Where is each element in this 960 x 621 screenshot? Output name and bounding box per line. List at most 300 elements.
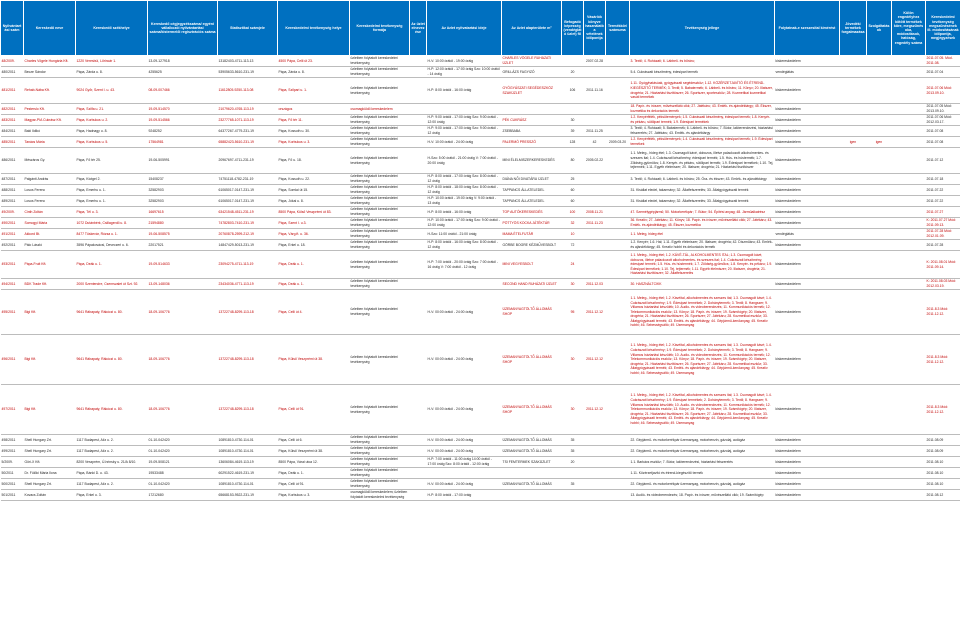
cell-services xyxy=(892,446,926,457)
cell-services xyxy=(892,335,926,385)
cell-trade-form: üzletben folytatott kereskedelmi tevékenység xyxy=(350,290,410,335)
cell-trade-location: 8500 Pápa, Várai utca 12. xyxy=(278,457,350,468)
cell-floor-area: 30 xyxy=(562,385,584,435)
cell-complaint-book-date xyxy=(606,490,630,501)
cell-capacity xyxy=(584,435,606,446)
cell-product-range: 3. Textil; 4. Ruházati; 5. Babatermék; 6. Lábbeli- és bőráru; 7. Bútor, lakberendezési, háztartási felszerelés; 27. Játékáru; 43. Emlék- és ajándéktárgy xyxy=(630,126,773,135)
cell-registration-number: 497/2011 xyxy=(1,385,24,435)
cell-trade-form: üzletben folytatott kereskedelmi tevékenység xyxy=(350,435,410,446)
table-row xyxy=(1,115,960,126)
cell-trade-form: üzletben folytatott kereskedelmi tevékenység xyxy=(350,56,410,67)
cell-services xyxy=(892,196,926,207)
cell-registration-number: 486/2011 xyxy=(1,148,24,174)
cell-termination-date: 2011.07.22 xyxy=(926,185,960,196)
cell-registration-number: 492/2011 xyxy=(1,240,24,251)
cell-services xyxy=(892,218,926,229)
cell-floor-area xyxy=(562,56,584,67)
cell-statistical-code: 23434036-4771-113-19 xyxy=(218,279,278,290)
cell-alcohol xyxy=(840,174,867,185)
table-row xyxy=(1,229,960,240)
cell-capacity xyxy=(584,479,606,490)
cell-opening-hours: H-V: 00:00 órától - 24:00 óráig xyxy=(427,385,502,435)
cell-statistical-code: 23094275-4711-113-19 xyxy=(218,251,278,279)
col-header-company-registry: Kereskedő cégjegyzékszáma/ egyéni vállalkozói nyilvántartási száma/kistermelői regisztrációs száma xyxy=(148,1,218,56)
cell-excise-goods xyxy=(867,435,892,446)
cell-shop-name xyxy=(410,479,427,490)
cell-activity-type: vendéglátás xyxy=(775,67,840,78)
cell-services xyxy=(892,185,926,196)
cell-company-registry: 16697615 xyxy=(148,207,218,218)
cell-opening-hours: H-P: 10:00 órától - 19:00 óráig V: 9:00 órától - 13 óráig xyxy=(427,196,502,207)
cell-capacity xyxy=(584,490,606,501)
cell-company-registry: 17212680 xyxy=(148,490,218,501)
cell-shop-name xyxy=(410,279,427,290)
cell-trade-form: üzletben folytatott kereskedelmi tevékenység xyxy=(350,229,410,240)
cell-registration-number: 485/2011 xyxy=(1,137,24,148)
cell-registration-number: 500/2011 xyxy=(1,479,24,490)
cell-opening-hours: H-P: 8:00 órától - 16:00 óráig xyxy=(427,207,502,218)
cell-trader-seat: 8477 Tüskevár, Rózsa u. 1. xyxy=(76,229,148,240)
cell-activity-type: kiskereskedelem xyxy=(775,335,840,385)
cell-opening-hours xyxy=(427,468,502,479)
cell-opening-hours: H-Szo: 11:00 órától - 21:00 óráig xyxy=(427,229,502,240)
cell-registration-number: 487/2011 xyxy=(1,174,24,185)
cell-services xyxy=(892,468,926,479)
cell-floor-area: 25 xyxy=(562,174,584,185)
cell-product-range: 36. Kreatív; 27. Játékáru; 11. Könyv; 18. Papír- és írószer, művészellátó cikk; 27. Játékáru; 43. Emlék- és ajándéktárgy; 45. Ékszer, kozmetika xyxy=(630,218,775,229)
cell-alcohol xyxy=(840,251,867,279)
cell-company-registry: 19-09-514633 xyxy=(148,251,218,279)
cell-statistical-code: 65668153-9522-231-19 xyxy=(218,490,278,501)
cell-termination-date: 2011.07.22 xyxy=(926,196,960,207)
cell-trader-name: Shell Hungary Zrt. xyxy=(24,435,76,446)
cell-trade-location: Pápa, Korbukus u. 3. xyxy=(278,490,350,501)
cell-registration-number: 5/2009. xyxy=(1,457,24,468)
cell-capacity xyxy=(584,251,606,279)
cell-trade-location: 4500 Pápa, Celli út 23. xyxy=(278,56,350,67)
cell-trade-location: Pápa, Várg.ft. u. 36. xyxy=(278,229,350,240)
cell-capacity: 2011.12.12 xyxy=(584,385,606,435)
cell-activity-type: kiskereskedelem xyxy=(775,185,840,196)
cell-trader-seat: Pápa, Korbukus u. 2. xyxy=(76,115,148,126)
cell-trader-seat: Pápa, Deák u. 1. xyxy=(76,251,148,279)
cell-trader-seat: Pápa, Fő tér 25. xyxy=(76,148,148,174)
cell-services xyxy=(892,279,926,290)
cell-statistical-code: 20967697-4711-231-19 xyxy=(218,148,278,174)
cell-registration-number: 501/2011 xyxy=(1,490,24,501)
cell-floor-area: 72 xyxy=(562,240,584,251)
cell-registration-number: 491/2011 xyxy=(1,229,24,240)
table-row xyxy=(1,335,960,385)
cell-shop-name xyxy=(410,251,427,279)
cell-shop-name-2: GRILLÁZS FAGYIZÓ xyxy=(502,67,562,78)
cell-capacity: 2011.11.16 xyxy=(584,78,606,104)
cell-company-registry: 17564981 xyxy=(148,137,218,148)
cell-termination-date: 2011.08.10 xyxy=(926,468,960,479)
cell-registration-number: 481/2011 xyxy=(1,78,24,104)
cell-registration-number: 489/2011 xyxy=(1,196,24,207)
cell-shop-name-2: ÜZEMANYAGTÖLTŐ ÁLLOMÁS SHOP xyxy=(502,335,562,385)
cell-registration-number: 484/2011 xyxy=(1,126,24,137)
cell-activity-type: kiskereskedelem xyxy=(775,435,840,446)
cell-excise-goods xyxy=(867,335,892,385)
cell-trade-location: Pápa, Celli út 91. xyxy=(278,385,350,435)
cell-product-range: 1.2. Kenyérfélék, péksütemények; 1.5. Cukrászati készítmény, édesipari termék; 1.8. Kenyér- és pékáru, sütőipari termék; 1.9. Édesipari termékek xyxy=(630,115,775,126)
cell-shop-name xyxy=(410,115,427,126)
cell-company-registry: 18-09-106776 xyxy=(148,335,218,385)
cell-opening-hours: H-V: 00:00 órától - 24:00 óráig xyxy=(427,335,502,385)
cell-activity-type: kiskereskedelem xyxy=(775,148,840,174)
cell-trader-seat: 9641 Rábapaty, Rákóczi u. 80. xyxy=(76,290,148,335)
cell-shop-name-2: PÉK CUKRÁSZ xyxy=(502,115,562,126)
col-header-activity-type: Folytatnak-e szeszesital kimérést xyxy=(775,1,840,56)
cell-termination-date: 2011.8.3 Mód: 2011.12.12. xyxy=(926,385,960,435)
cell-services xyxy=(892,67,926,78)
cell-shop-name-2: ÜZEMANYAGTÖLTŐ ÁLLOMÁS SHOP xyxy=(502,385,562,435)
cell-termination-date: K: 2011.08.01 Mód: 2011.09.14. xyxy=(926,251,960,279)
cell-shop-name xyxy=(410,335,427,385)
cell-trade-location: Pápa, Erkel u. 18. xyxy=(278,240,350,251)
col-header-trader-seat: Kereskedő székhelye xyxy=(76,1,148,56)
cell-company-registry: 19-09-508121 xyxy=(148,457,218,468)
cell-opening-hours: H-V: 00:00 órától - 24:00 óráig xyxy=(427,479,502,490)
cell-activity-type: kiskereskedelem xyxy=(775,240,840,251)
cell-alcohol xyxy=(840,290,867,335)
cell-company-registry: 01-10-042420 xyxy=(148,435,218,446)
cell-trader-name: Pesterslo Kft. xyxy=(24,104,76,115)
cell-floor-area: 20 xyxy=(562,457,584,468)
cell-shop-name xyxy=(410,468,427,479)
col-header-opening-hours: Az üzlet nyitvatartási ideje xyxy=(427,1,502,56)
table-row xyxy=(1,479,960,490)
cell-shop-name-2 xyxy=(502,490,562,501)
cell-alcohol xyxy=(840,457,867,468)
cell-activity-type: kiskereskedelem xyxy=(775,457,840,468)
cell-shop-name xyxy=(410,290,427,335)
cell-complaint-book-date xyxy=(606,240,630,251)
cell-activity-type: kiskereskedelem xyxy=(775,104,840,115)
cell-trader-name: Somogyi Mária xyxy=(24,218,76,229)
cell-shop-name xyxy=(410,78,427,104)
cell-product-range: 22. Gépjármű- és motorkerékpár üzemanyag, motorbenzin, gázolaj, autógáz xyxy=(630,479,775,490)
cell-excise-goods xyxy=(867,457,892,468)
cell-alcohol xyxy=(840,207,867,218)
cell-services xyxy=(892,104,926,115)
cell-termination-date: 2011.08.10 xyxy=(926,479,960,490)
cell-trade-location: Pápa, Deák u. 1. xyxy=(278,279,350,290)
cell-capacity: 2008.11.21 xyxy=(584,207,606,218)
cell-shop-name-2: SECOND HAND RUHÁZATI ÜZLET xyxy=(502,279,562,290)
cell-trade-form: üzletben folytatott kereskedelmi tevékenység xyxy=(350,446,410,457)
cell-termination-date: 2011.07.18 xyxy=(926,174,960,185)
cell-opening-hours: H-P: 9:00 órától - 17:00 óráig Szo: 9:00 órától - 12:00 óráig xyxy=(427,115,502,126)
header-row xyxy=(1,1,960,56)
cell-floor-area: 35 xyxy=(562,479,584,490)
cell-activity-type: kiskereskedelem xyxy=(775,279,840,290)
cell-excise-goods xyxy=(867,78,892,104)
cell-alcohol xyxy=(840,78,867,104)
cell-complaint-book-date xyxy=(606,229,630,240)
cell-capacity: 2011.12.03 xyxy=(584,279,606,290)
cell-complaint-book-date xyxy=(606,251,630,279)
cell-product-range: 3. Textil; 4. Ruházati; 6. Lábbeli- és bőráru; xyxy=(630,56,775,67)
cell-trader-seat: 1117 Budapest, Alíz u. 2. xyxy=(76,446,148,457)
cell-registration-number: 499/2011 xyxy=(1,446,24,457)
cell-shop-name-2: MINI ÉLELMISZERKERESKEDÉS xyxy=(502,148,562,174)
cell-capacity: 2011.11.23 xyxy=(584,218,606,229)
cell-trade-location: Pápa, Jókai u. 8. xyxy=(278,196,350,207)
cell-shop-name xyxy=(410,67,427,78)
col-header-excise-goods: Szolgáltatások xyxy=(867,1,892,56)
cell-complaint-book-date xyxy=(606,457,630,468)
cell-statistical-code: 61065017-0147-231-19 xyxy=(218,196,278,207)
cell-trader-name: Pápa-Fruit Kft. xyxy=(24,251,76,279)
cell-excise-goods xyxy=(867,104,892,115)
col-header-trade-location: Kereskedelmi tevékenység helye xyxy=(278,1,350,56)
cell-shop-name xyxy=(410,490,427,501)
cell-shop-name-2: PÖTTYÖS KOCKA JÁTÉKTÁR xyxy=(502,218,562,229)
cell-excise-goods xyxy=(867,207,892,218)
cell-trade-form: üzletben folytatott kereskedelmi tevékenység xyxy=(350,385,410,435)
cell-trade-location: Pápa, Fő u. 18. xyxy=(278,148,350,174)
cell-floor-area: 128 xyxy=(562,137,584,148)
col-header-shop-name: Az üzlet elnevezése xyxy=(410,1,427,56)
col-header-services: Külön engedélyhez kötött termékek köre, megszűnés oka, módosítások, hatóság, engedély száma xyxy=(892,1,926,56)
cell-trader-seat: 1220 Veresbúi, Lőrincár 1. xyxy=(76,56,148,67)
cell-opening-hours: H-P: 9:00 órától - 17:00 óráig Szo: 9:00 órától - 12 óráig xyxy=(427,126,502,137)
cell-trade-location: Pápa, Celli út 4. xyxy=(278,290,350,335)
cell-termination-date: K: 2011.07.27 Mód: 2011.09.13. xyxy=(926,218,960,229)
cell-services xyxy=(892,137,926,148)
cell-trader-name: Palgánti András xyxy=(24,174,76,185)
cell-capacity xyxy=(584,229,606,240)
cell-registration-number: 494/2011 xyxy=(1,279,24,290)
cell-alcohol xyxy=(840,196,867,207)
cell-capacity xyxy=(584,468,606,479)
cell-statistical-code: 14847429-5013-231-19 xyxy=(218,240,278,251)
cell-excise-goods xyxy=(867,185,892,196)
col-header-complaint-book-date: Termékkör/számuma xyxy=(606,1,630,56)
cell-complaint-book-date xyxy=(606,78,630,104)
cell-floor-area: 30 xyxy=(562,115,584,126)
cell-product-range: 1.2. Kenyér; 1.6. Hal; 1.11. Egyéb élelmiszer; 20. Illatszer, drogéria; 42. Díszműáru; 43. Emlék- és ajándéktárgy; 45. Kreatív hobbi és dekorációs termék xyxy=(630,240,773,249)
cell-opening-hours: H-P: 8:00 órától - 16:00 óráig Szo: 8:00 órától - 12 óráig xyxy=(427,240,502,251)
cell-opening-hours: H-P: 8:00 órától - 16:00 óráig xyxy=(427,78,502,104)
cell-shop-name xyxy=(410,126,427,137)
cell-shop-name-2: ÜZEMANYAGTÖLTŐ ÁLLOMÁS xyxy=(502,435,562,446)
cell-opening-hours xyxy=(427,104,502,115)
cell-floor-area: 20 xyxy=(562,67,584,78)
cell-activity-type: kiskereskedelem xyxy=(775,56,840,67)
cell-services xyxy=(892,115,926,126)
cell-alcohol xyxy=(840,229,867,240)
cell-trader-seat: Pápa, Zárda u. 8. xyxy=(76,67,148,78)
cell-shop-name-2: GYÓGYÁSZATI SEGÉDESZKÖZ SZAKÜZLET xyxy=(502,78,562,104)
cell-trader-seat: 2000 Szentendre, Csenrszalet út Szt. 92. xyxy=(76,279,148,290)
cell-registration-number: 493/2011 xyxy=(1,251,24,279)
cell-floor-area: 60 xyxy=(562,185,584,196)
cell-trader-name: Pálo László xyxy=(24,240,76,251)
cell-trader-name: Bigi Kft. xyxy=(24,290,76,335)
cell-opening-hours: H-V: 00:00 órától - 24:00 óráig xyxy=(427,446,502,457)
cell-trader-seat: 8200 Veszprém, Ú-hrinsky u. 21/A 8/10. xyxy=(76,457,148,468)
cell-trade-form: üzletben folytatott kereskedelmi tevékenység xyxy=(350,67,410,78)
cell-services xyxy=(892,290,926,335)
cell-capacity xyxy=(584,104,606,115)
cell-alcohol xyxy=(840,385,867,435)
col-header-trade-form: Kereskedelmi tevékenység formája xyxy=(350,1,410,56)
cell-trader-name: Akkord Bt. xyxy=(24,229,76,240)
table-row xyxy=(1,137,960,148)
cell-trade-form: üzletben folytatott kereskedelmi tevékenység xyxy=(350,137,410,148)
cell-services xyxy=(892,240,926,251)
cell-trade-form: üzletben folytatott kereskedelmi tevékenység xyxy=(350,174,410,185)
cell-shop-name-2: ÜZEMANYAGTÖLTŐ ÁLLOMÁS xyxy=(502,446,562,457)
cell-complaint-book-date xyxy=(606,67,630,78)
cell-alcohol xyxy=(840,479,867,490)
cell-trade-form: üzletben folytatott kereskedelmi tevékenység xyxy=(350,78,410,104)
table-row xyxy=(1,290,960,335)
cell-company-registry: 13-09-127918 xyxy=(148,56,218,67)
cell-termination-date: 2011.07.28 Mód: 2012.01.09. xyxy=(926,229,960,240)
cell-registration-number: 490/2011 xyxy=(1,218,24,229)
cell-capacity: 2011.12.12 xyxy=(584,335,606,385)
cell-registration-number: 49/2009. xyxy=(1,207,24,218)
cell-statistical-code: 13606084-4619-113-19 xyxy=(218,457,278,468)
cell-activity-type: kiskereskedelem xyxy=(775,137,840,148)
cell-complaint-book-date xyxy=(606,185,630,196)
cell-services xyxy=(892,435,926,446)
cell-company-registry: 18-09-106776 xyxy=(148,385,218,435)
cell-alcohol xyxy=(840,468,867,479)
cell-registration-number: 488/2011 xyxy=(1,185,24,196)
cell-activity-type: kiskereskedelem xyxy=(775,174,840,185)
cell-services xyxy=(892,207,926,218)
cell-alcohol xyxy=(840,218,867,229)
cell-services xyxy=(892,126,926,137)
cell-shop-name-2: DIÁNA NŐI DIVATÁRU ÜZLET xyxy=(502,174,562,185)
cell-trader-name: Baki Ildikó xyxy=(24,126,76,137)
cell-excise-goods: igen xyxy=(867,137,892,148)
table-row xyxy=(1,104,960,115)
cell-statistical-code: 21079620-4765-113-19 xyxy=(218,104,278,115)
cell-product-range: 22. Gépjármű- és motorkerékpár üzemanyag, motorbenzin, gázolaj, autógáz xyxy=(630,435,775,446)
cell-floor-area: 35 xyxy=(562,435,584,446)
cell-trader-name: Losos Ferenc xyxy=(24,185,76,196)
cell-floor-area: 106 xyxy=(562,78,584,104)
cell-capacity xyxy=(584,115,606,126)
cell-complaint-book-date xyxy=(606,435,630,446)
cell-activity-type: kiskereskedelem xyxy=(775,196,840,207)
cell-trader-name: BDK Trade Kft. xyxy=(24,279,76,290)
cell-opening-hours: H-P: 7:00 órától - 11:00 óráig 14:00 órától - 17:00 óráig Szo: 8:00 órától - 12:00 óráig xyxy=(427,457,502,468)
cell-trade-form: üzletben folytatott kereskedelmi tevékenység xyxy=(350,115,410,126)
cell-complaint-book-date xyxy=(606,479,630,490)
table-row xyxy=(1,490,960,501)
cell-statistical-code: 63421548-4511-231-19 xyxy=(218,207,278,218)
cell-activity-type: kiskereskedelem xyxy=(775,385,840,435)
cell-alcohol: igen xyxy=(840,137,867,148)
cell-trader-name: Bigi Kft. xyxy=(24,385,76,435)
cell-product-range: 3. Textil; 4. Ruházati; 6. Lábbeli- és bőráru; 25. Óra- és ékszer; 43. Emlék- és ajándéktárgy xyxy=(630,174,775,185)
table-row xyxy=(1,446,960,457)
cell-activity-type: kiskereskedelem xyxy=(775,251,840,279)
cell-statistical-code: 13722748-8299-113-18 xyxy=(218,385,278,435)
cell-opening-hours: H-P: 8:00 órától - 17:00 óráig Szo: 8:00 órától - 12 óráig xyxy=(427,174,502,185)
cell-product-range: 1.1. Meleg-, hideg étel; 1.2. Kávéital, alkoholmentes és szeszes ital; 1.3. Csomagolt kávé; 1.4. Cukrászati készítmény; 1.9. Édesipari termékek; 2. Dohánytermék; 3. Textil; 8. Hangszer; 9. Villamos háztartási készülék; 10. Audio- és videoberendezés; 11. Kommunikációs termék; 12. Telekommunikációs eszköz; 13. Könyv; 18. Papír- és írószer; 19. Számítógép; 20. Illatszer, drogéria; 21. Háztartási tisztítószer; 26. Sportszer; 27. Játékáru; 28. Kozmetikai eszköz; 33. Állatgyógyászati termék; 43. Emlék- és ajándéktárgy; 44. Gépjármű-kenőanyag; 45. Kreatív hobbi; 46. Sebességváltó; 49. Üzemanyag xyxy=(630,335,775,385)
cell-capacity: 2011.11.25 xyxy=(584,126,606,137)
cell-trader-name: Shell Hungary Zrt. xyxy=(24,446,76,457)
cell-statistical-code: 10891810-4730-114-01 xyxy=(218,479,278,490)
cell-company-registry: 21594880 xyxy=(148,218,218,229)
cell-trade-form: üzletben folytatott kereskedelmi tevékenység xyxy=(350,279,410,290)
cell-floor-area xyxy=(562,490,584,501)
cell-company-registry: 9248252 xyxy=(148,126,218,137)
cell-excise-goods xyxy=(867,446,892,457)
cell-capacity: 42 xyxy=(584,137,606,148)
cell-activity-type: kiskereskedelem xyxy=(775,468,840,479)
cell-company-registry: 13-09-148036 xyxy=(148,279,218,290)
cell-opening-hours: H-P: 12:00 órától - 17:00 óráig Szo: 10:00 órától - 14 óráig xyxy=(427,67,500,76)
cell-trade-location: Pápa, Korbukus u. 3. xyxy=(278,137,350,148)
cell-termination-date: 2011.8.3 Mód: 2011.12.12. xyxy=(926,290,960,335)
cell-trader-seat: 1117 Budapest, Alíz u. 2. xyxy=(76,479,148,490)
cell-product-range: 1.1. Meleg-, hideg étel; 1.2. KÁVÉ-TÁL, ALKOHOLMENTES ITAL; 1.3. Csomagolt kávé, dobozos, illetve palackozott alkoholmentes- és szeszes ital; 1.4. Cukrászati készítmény, édesipari termék; 1.5. Hús- és hústermék; 1.7. Zöldség-gyümölcs; 1.8. Kenyér- és pékáru; 1.9. Édesipari termékek; 1.10. Tej, tejtermék; 1.11. Egyéb élelmiszer; 20. Illatszer, drogéria; 21. Háztartási tisztítószer; 32. Állatfelszerelés xyxy=(630,251,775,279)
cell-company-registry: 22017521 xyxy=(148,240,218,251)
table-row xyxy=(1,148,960,174)
cell-activity-type: kiskereskedelem xyxy=(775,490,840,501)
cell-product-range: 1.1. Meleg-, hideg étel; 1.2. Kávéital, alkoholmentes és szeszes ital; 1.3. Csomagolt kávé; 1.4. Cukrászati készítmény; 1.9. Édesipari termékek; 2. Dohánytermék; 3. Textil; 8. Hangszer; 9. Villamos háztartási készülék; 10. Audio- és videoberendezés; 11. Kommunikációs termék; 12. Telekommunikációs eszköz; 13. Könyv; 18. Papír- és írószer; 19. Számítógép; 20. Illatszer, drogéria; 21. Háztartási tisztítószer; 26. Sportszer; 27. Játékáru; 28. Kozmetikai eszköz; 33. Állatgyógyászati termék; 43. Emlék- és ajándéktárgy; 44. Gépjármű-kenőanyag; 45. Kreatív hobbi; 46. Sebességváltó; 49. Üzemanyag xyxy=(630,385,775,435)
cell-trade-location: Pápa, Kossuth u. 22. xyxy=(278,174,350,185)
cell-trade-form: csomagküldő kereskedelem xyxy=(350,104,410,115)
cell-trader-seat: Pápa, Szilfa u. 21. xyxy=(76,104,148,115)
cell-excise-goods xyxy=(867,115,892,126)
cell-shop-name-2: MAMA ÉTELFUTÁR xyxy=(502,229,562,240)
cell-complaint-book-date xyxy=(606,279,630,290)
cell-termination-date: 2011.07.27 xyxy=(926,207,960,218)
cell-shop-name-2 xyxy=(502,468,562,479)
cell-company-registry: 18-09-106776 xyxy=(148,290,218,335)
cell-activity-type: kiskereskedelem xyxy=(775,207,840,218)
cell-trade-location: Pápa, Külső Veszprémi út 38. xyxy=(278,335,350,385)
table-row xyxy=(1,240,960,251)
table-row xyxy=(1,78,960,104)
cell-services xyxy=(892,251,926,279)
cell-trader-name: Dr. Fülöki Mária Ilona xyxy=(24,468,76,479)
cell-services xyxy=(892,479,926,490)
cell-shop-name xyxy=(410,207,427,218)
cell-services xyxy=(892,78,926,104)
cell-trade-location: Pápa, Fő tér 11. xyxy=(278,115,350,126)
cell-floor-area: 100 xyxy=(562,207,584,218)
cell-alcohol xyxy=(840,435,867,446)
cell-company-registry: 32582903 xyxy=(148,185,218,196)
table-row xyxy=(1,185,960,196)
cell-opening-hours: H-Szo: 5:00 órától - 21:00 óráig V: 7:00 órától - 20:00 óráig xyxy=(427,148,502,174)
cell-shop-name-2: MINI VEGYESBOLT xyxy=(502,251,562,279)
cell-complaint-book-date xyxy=(606,468,630,479)
cell-shop-name xyxy=(410,104,427,115)
cell-shop-name xyxy=(410,196,427,207)
cell-services xyxy=(892,174,926,185)
cell-company-registry: 19533488 xyxy=(148,468,218,479)
cell-excise-goods xyxy=(867,67,892,78)
cell-activity-type: kiskereskedelem xyxy=(775,290,840,335)
cell-trade-location: Pápa, Szilpari u. 1. xyxy=(278,78,350,104)
col-header-capacity: Vásárlók könyve használatba vételének időpontja xyxy=(584,1,606,56)
cell-complaint-book-date xyxy=(606,174,630,185)
cell-excise-goods xyxy=(867,240,892,251)
